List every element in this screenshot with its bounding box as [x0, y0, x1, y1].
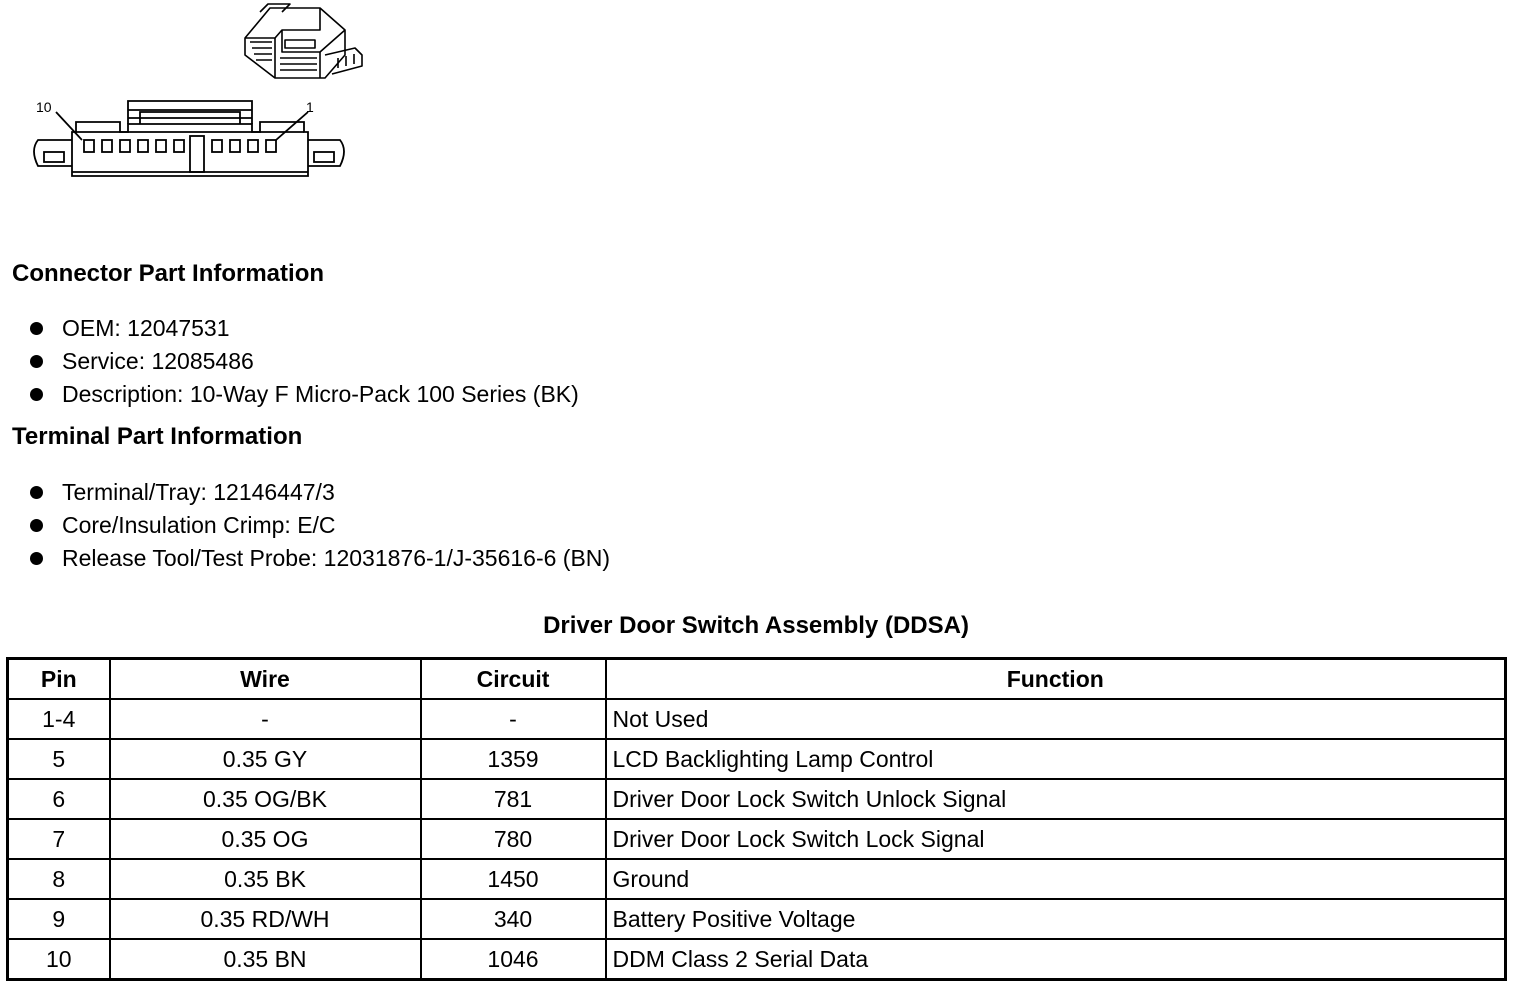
cell-function: Ground [606, 859, 1506, 899]
cell-function: LCD Backlighting Lamp Control [606, 739, 1506, 779]
bullet-icon [30, 388, 43, 401]
cell-pin: 9 [8, 899, 110, 939]
cell-circuit: 780 [421, 819, 606, 859]
list-item: Description: 10-Way F Micro-Pack 100 Series (BK) [30, 378, 579, 411]
table-row [8, 899, 1506, 939]
table-row [8, 739, 1506, 779]
bullet-icon [30, 486, 43, 499]
cell-pin: 8 [8, 859, 110, 899]
cell-wire: 0.35 BN [110, 939, 421, 980]
terminal-part-info-heading: Terminal Part Information [12, 423, 303, 450]
pin-table-title: Driver Door Switch Assembly (DDSA) [543, 612, 969, 639]
cell-pin: 1-4 [8, 699, 110, 739]
cell-pin: 6 [8, 779, 110, 819]
header-pin: Pin [8, 659, 110, 700]
connector-part-info-heading: Connector Part Information [12, 260, 325, 287]
bullet-icon [30, 552, 43, 565]
cell-function: Driver Door Lock Switch Lock Signal [606, 819, 1506, 859]
cell-circuit: 781 [421, 779, 606, 819]
cell-pin: 7 [8, 819, 110, 859]
table-row [8, 939, 1506, 980]
cell-wire: 0.35 GY [110, 739, 421, 779]
list-item: OEM: 12047531 [30, 312, 579, 345]
connector-part-info-list [30, 312, 579, 411]
bullet-icon [30, 519, 43, 532]
cell-function: DDM Class 2 Serial Data [606, 939, 1506, 980]
connector-face-view [34, 101, 344, 176]
pin-label-10: 10 [36, 99, 52, 115]
cell-circuit: 1450 [421, 859, 606, 899]
header-circuit: Circuit [421, 659, 606, 700]
list-item: Core/Insulation Crimp: E/C [30, 509, 610, 542]
header-wire: Wire [110, 659, 421, 700]
table-header-row [8, 659, 1506, 700]
cell-function: Driver Door Lock Switch Unlock Signal [606, 779, 1506, 819]
pin-label-1: 1 [306, 99, 314, 115]
list-item: Service: 12085486 [30, 345, 579, 378]
terminal-part-info-list [30, 476, 610, 575]
cell-circuit: 340 [421, 899, 606, 939]
connector-diagram [20, 0, 380, 200]
cell-pin: 10 [8, 939, 110, 980]
table-row [8, 859, 1506, 899]
cell-wire: 0.35 BK [110, 859, 421, 899]
cell-wire: - [110, 699, 421, 739]
cell-wire: 0.35 OG [110, 819, 421, 859]
table-row [8, 819, 1506, 859]
cell-pin: 5 [8, 739, 110, 779]
bullet-icon [30, 355, 43, 368]
list-item: Terminal/Tray: 12146447/3 [30, 476, 610, 509]
cell-circuit: 1046 [421, 939, 606, 980]
cell-circuit: - [421, 699, 606, 739]
cell-function: Battery Positive Voltage [606, 899, 1506, 939]
table-row [8, 779, 1506, 819]
header-function: Function [606, 659, 1506, 700]
connector-3d-icon [245, 4, 362, 78]
cell-function: Not Used [606, 699, 1506, 739]
pin-table [6, 657, 1507, 981]
list-item: Release Tool/Test Probe: 12031876-1/J-35616-6 (BN) [30, 542, 610, 575]
bullet-icon [30, 322, 43, 335]
table-row [8, 699, 1506, 739]
cell-wire: 0.35 RD/WH [110, 899, 421, 939]
cell-circuit: 1359 [421, 739, 606, 779]
cell-wire: 0.35 OG/BK [110, 779, 421, 819]
